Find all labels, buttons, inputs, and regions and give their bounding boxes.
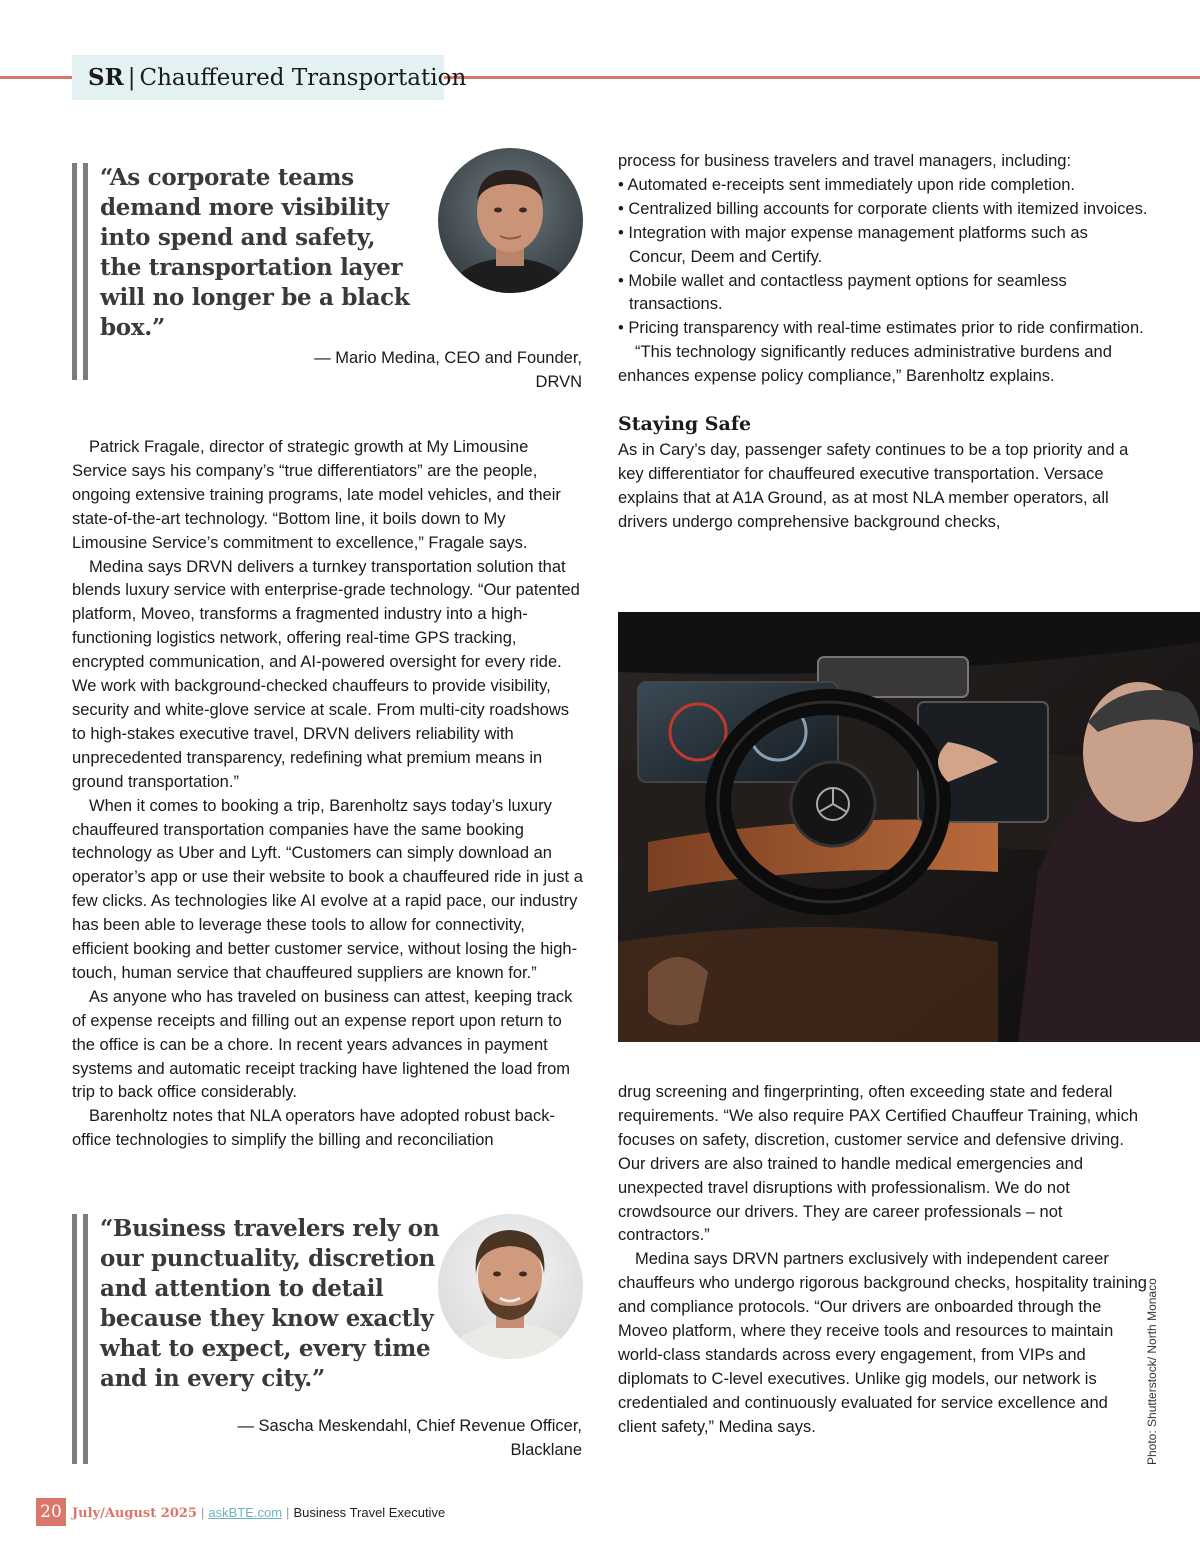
attribution-name: — Mario Medina, CEO and Founder,: [314, 349, 582, 367]
issue-date: July/August 2025: [72, 1506, 197, 1521]
bullet-item: • Automated e-receipts sent immediately upon ride completion.: [618, 175, 1076, 194]
footer: [72, 1505, 445, 1521]
attribution-name: — Sascha Meskendahl, Chief Revenue Officer,: [237, 1417, 582, 1435]
header-rule-left: [0, 76, 72, 79]
footer-divider: |: [286, 1505, 290, 1520]
paragraph: When it comes to booking a trip, Barenholtz says today’s luxury chauffeured transportation companies have the same booking technology as Uber and Lyft. “Customers can simply download an operator’s app or use their website to book a chauffeured ride in just a few clicks. As technologies like AI evolve at a rapid pace, our industry has been able to leverage these tools to allow for connectivity, efficient booking and better customer service, without losing the high-touch, human service that chauffeured suppliers are known for.”: [72, 796, 583, 982]
bullet-item: • Integration with major expense management platforms such as Concur, Deem and Certify.: [618, 223, 1088, 266]
quote-bar: [72, 163, 77, 380]
portrait-photo-medina: [438, 148, 583, 293]
car-interior-photo: [618, 612, 1200, 1042]
attribution-company: DRVN: [535, 373, 582, 391]
quote-attribution: [314, 346, 582, 394]
bullet-item: • Centralized billing accounts for corporate clients with itemized invoices.: [618, 199, 1148, 218]
left-column: [72, 436, 584, 1153]
section-separator: |: [127, 64, 136, 91]
quote-text: “As corporate teams demand more visibility into spend and safety, the transportation layer will no longer be a black box.”: [100, 164, 410, 341]
paragraph: Barenholtz notes that NLA operators have adopted robust back-office technologies to simplify the billing and reconciliation: [72, 1107, 555, 1150]
website-link[interactable]: askBTE.com: [208, 1505, 283, 1520]
right-column-top: [618, 150, 1148, 535]
section-title: Chauffeured Transportation: [139, 64, 467, 91]
quote-bar: [83, 1214, 88, 1464]
quote-bar: [83, 163, 88, 380]
right-column-bottom: [618, 1081, 1148, 1440]
quote-text: “Business travelers rely on our punctuality, discretion and attention to detail because they know exactly what to expect, every time and in every city.”: [100, 1215, 440, 1392]
portrait-photo-meskendahl: [438, 1214, 583, 1359]
paragraph: drug screening and fingerprinting, often exceeding state and federal requirements. “We also require PAX Certified Chauffeur Training, which focuses on safety, discretion, customer service and defensive driving. Our drivers are also trained to handle medical emergencies and unexpected travel disruptions with professionalism. We do not crowdsource our drivers. They are career professionals – not contractors.”: [618, 1083, 1138, 1245]
paragraph: As in Cary’s day, passenger safety continues to be a top priority and a key differentiator for chauffeured executive transportation. Versace explains that at A1A Ground, as at most NLA member operators, all drivers undergo comprehensive background checks,: [618, 441, 1129, 531]
paragraph: Medina says DRVN delivers a turnkey transportation solution that blends luxury service with enterprise-grade technology. “Our patented platform, Moveo, transforms a fragmented industry into a high-functioning logistics network, offering real-time GPS tracking, encrypted communication, and AI-powered oversight for every ride. We work with background-checked chauffeurs to provide visibility, security and white-glove service at scale. From multi-city roadshows to high-stakes executive travel, DRVN delivers reliability with unprecedented transparency, redefining what premium means in ground transportation.”: [72, 557, 580, 791]
publication-name: Business Travel Executive: [293, 1505, 446, 1520]
paragraph: process for business travelers and travel managers, including:: [618, 152, 1072, 170]
section-tag: SR: [88, 64, 124, 91]
subheading-staying-safe: Staying Safe: [618, 413, 752, 436]
paragraph: “This technology significantly reduces administrative burdens and enhances expense policy compliance,” Barenholtz explains.: [618, 343, 1112, 386]
section-header: [72, 55, 467, 100]
photo-credit: Photo: Shutterstock/ North Monaco: [1145, 1278, 1159, 1465]
paragraph: Patrick Fragale, director of strategic growth at My Limousine Service says his company’s “true differentiators” are the people, ongoing extensive training programs, late model vehicles, and their state-of-the-art technology. “Bottom line, it boils down to My Limousine Service’s commitment to excellence,” Fragale says.: [72, 438, 561, 552]
page-number: 20: [36, 1498, 66, 1526]
quote-attribution: [237, 1414, 582, 1462]
paragraph: As anyone who has traveled on business can attest, keeping track of expense receipts and filling out an expense report upon return to the office is can be a chore. In recent years advances in payment systems and automatic receipt tracking have lightened the load from trip to back office considerably.: [72, 987, 573, 1102]
bullet-item: • Mobile wallet and contactless payment options for seamless transactions.: [618, 271, 1067, 314]
attribution-company: Blacklane: [510, 1441, 582, 1459]
footer-divider: |: [200, 1505, 205, 1520]
header-rule-right: [444, 76, 1200, 79]
paragraph: Medina says DRVN partners exclusively with independent career chauffeurs who undergo rigorous background checks, hospitality training and compliance protocols. “Our drivers are onboarded through the Moveo platform, where they receive tools and resources to maintain world-class standards across every engagement, from VIPs and diplomats to C-level executives. Unlike gig models, our network is credentialed and continuously evaluated for service excellence and client safety,” Medina says.: [618, 1250, 1147, 1436]
quote-bar: [72, 1214, 77, 1464]
bullet-item: • Pricing transparency with real-time estimates prior to ride confirmation.: [618, 319, 1144, 338]
